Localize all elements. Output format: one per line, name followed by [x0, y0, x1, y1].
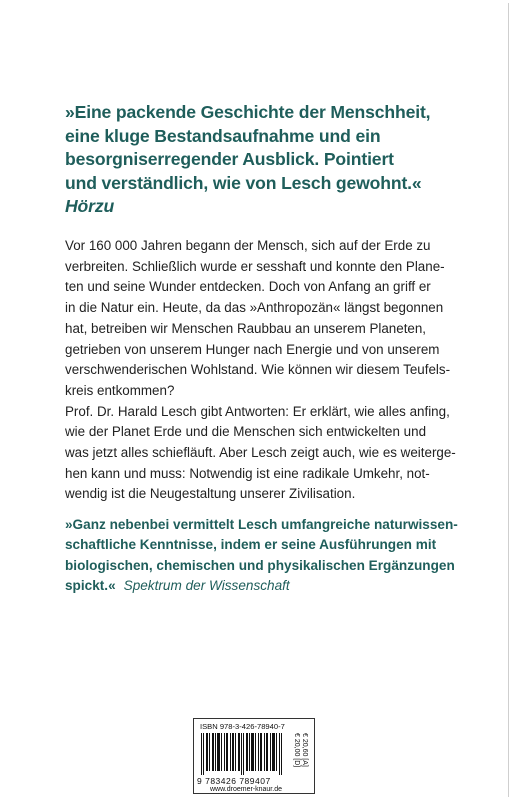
- blurb-line: verschwenderischen Wohlstand. Wie können wir diesem Teufels-: [65, 362, 451, 378]
- blurb-line: Vor 160 000 Jahren begann der Mensch, sich auf der Erde zu: [65, 238, 431, 253]
- barcode-bars: [200, 733, 284, 775]
- price-labels: [286, 733, 310, 775]
- top-review-quote: [65, 101, 505, 219]
- blurb-line: ten und seine Wunder entdecken. Doch von Anfang an griff er: [65, 279, 431, 295]
- blurb-text: [65, 236, 485, 505]
- blurb-line: hat, betreiben wir Menschen Raubbau an unserem Planeten,: [65, 320, 427, 336]
- bottom-review-quote: [65, 515, 505, 597]
- quote-line: eine kluge Bestandsaufnahme und ein: [65, 125, 381, 146]
- publisher-url: www.droemer-knaur.de: [210, 786, 282, 793]
- quote-source: Hörzu: [65, 196, 115, 217]
- book-back-cover: [3, 3, 509, 797]
- blurb-line: in die Natur ein. Heute, da das »Anthropozän« längst begonnen: [65, 300, 444, 316]
- blurb-line: Prof. Dr. Harald Lesch gibt Antworten: Er erklärt, wie alles anfing,: [65, 403, 450, 419]
- quote-line: schaftliche Kenntnisse, indem er seine Ausführungen mit: [65, 537, 437, 553]
- blurb-line: verbreiten. Schließlich wurde er sesshaft und konnte den Plane-: [65, 258, 445, 274]
- price-de: € 20,00 [D]: [293, 733, 300, 768]
- isbn-number: ISBN 978-3-426-78940-7: [200, 722, 285, 731]
- quote-line: und verständlich, wie von Lesch gewohnt.«: [65, 172, 422, 193]
- blurb-line: wie der Planet Erde und die Menschen sich entwickelten und: [65, 424, 427, 440]
- blurb-line: getrieben von unserem Hunger nach Energie und von unserem: [65, 341, 440, 357]
- blurb-line: hen kann und muss: Notwendig ist eine radikale Umkehr, not-: [65, 465, 430, 481]
- quote-line: besorgniserregender Ausblick. Pointiert: [65, 149, 394, 170]
- blurb-line: wendig ist die Neugestaltung unserer Zivilisation.: [65, 486, 356, 502]
- quote-source: Spektrum der Wissenschaft: [123, 578, 290, 594]
- quote-line: spickt.«: [65, 578, 116, 594]
- blurb-line: kreis entkommen?: [65, 382, 175, 398]
- blurb-line: was jetzt alles schiefläuft. Aber Lesch zeigt auch, wie es weiterge-: [65, 445, 456, 461]
- quote-line: »Eine packende Geschichte der Menschheit,: [65, 102, 431, 122]
- price-at: € 20,60 [A]: [301, 733, 308, 767]
- isbn-barcode-label: [193, 718, 315, 794]
- ean-digits: 9 783426 789407: [197, 776, 271, 786]
- quote-line: »Ganz nebenbei vermittelt Lesch umfangreiche naturwissen-: [65, 517, 458, 532]
- quote-last-line: [65, 576, 505, 596]
- quote-line: biologischen, chemischen und physikalischen Ergänzungen: [65, 557, 455, 573]
